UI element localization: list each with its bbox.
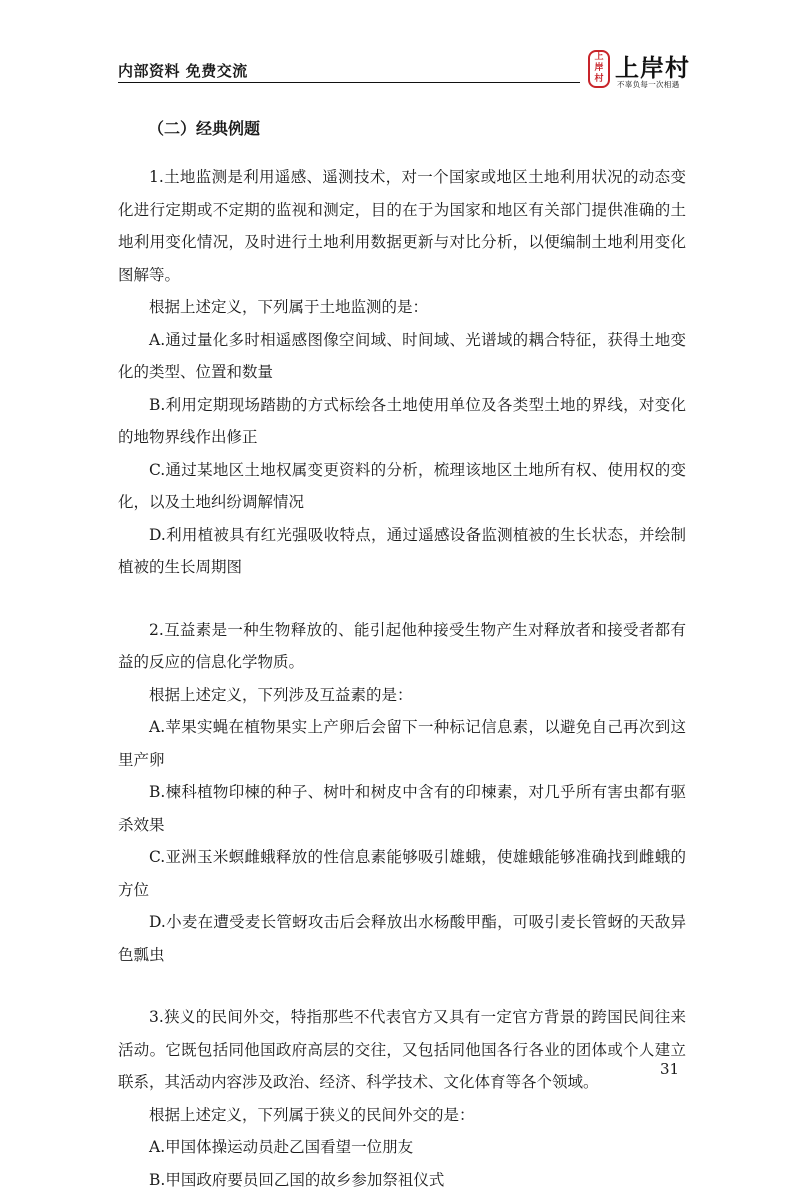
option-c: C.亚洲玉米螟雌蛾释放的性信息素能够吸引雄蛾，使雄蛾能够准确找到雌蛾的方位: [118, 841, 686, 906]
logo-slogan: 不辜负每一次相遇: [617, 79, 679, 90]
option-b: B.楝科植物印楝的种子、树叶和树皮中含有的印楝素，对几乎所有害虫都有驱杀效果: [118, 776, 686, 841]
question-stem: 2.互益素是一种生物释放的、能引起他种接受生物产生对释放者和接受者都有益的反应的信息化学物质。: [118, 614, 686, 679]
header-label: 内部资料 免费交流: [118, 60, 248, 81]
questions-body: [118, 161, 686, 1196]
option-b: B.利用定期现场踏勘的方式标绘各土地使用单位及各类型土地的界线，对变化的地物界线作出修正: [118, 389, 686, 454]
question-stem: 1.土地监测是利用遥感、遥测技术，对一个国家或地区土地利用状况的动态变化进行定期或不定期的监视和测定，目的在于为国家和地区有关部门提供准确的土地利用变化情况，及时进行土地利用数据更新与对比分析，以便编制土地利用变化图解等。: [118, 161, 686, 291]
option-a: A.苹果实蝇在植物果实上产卵后会留下一种标记信息素，以避免自己再次到这里产卵: [118, 711, 686, 776]
page-number: 31: [660, 1060, 679, 1078]
question-prompt: 根据上述定义，下列属于土地监测的是：: [118, 291, 686, 324]
question-3: [118, 1001, 686, 1196]
option-d: D.小麦在遭受麦长管蚜攻击后会释放出水杨酸甲酯，可吸引麦长管蚜的天敌异色瓢虫: [118, 906, 686, 971]
brand-logo: [588, 48, 706, 96]
option-b: B.甲国政府要员回乙国的故乡参加祭祖仪式: [118, 1164, 686, 1196]
header-divider: [118, 82, 580, 83]
question-1: [118, 161, 686, 584]
section-title: （二）经典例题: [148, 116, 260, 139]
question-prompt: 根据上述定义，下列涉及互益素的是：: [118, 679, 686, 712]
question-prompt: 根据上述定义，下列属于狭义的民间外交的是：: [118, 1099, 686, 1132]
option-c: C.通过某地区土地权属变更资料的分析，梳理该地区土地所有权、使用权的变化，以及土地纠纷调解情况: [118, 454, 686, 519]
option-d: D.利用植被具有红光强吸收特点，通过遥感设备监测植被的生长状态，并绘制植被的生长周期图: [118, 519, 686, 584]
option-a: A.通过量化多时相遥感图像空间域、时间域、光谱域的耦合特征，获得土地变化的类型、位置和数量: [118, 324, 686, 389]
logo-brand-name: 上岸村: [615, 48, 690, 83]
logo-seal-icon: 上 岸 村: [588, 50, 610, 88]
question-2: [118, 614, 686, 972]
question-stem: 3.狭义的民间外交，特指那些不代表官方又具有一定官方背景的跨国民间往来活动。它既包括同他国政府高层的交往，又包括同他国各行各业的团体或个人建立联系，其活动内容涉及政治、经济、科学技术、文化体育等各个领域。: [118, 1001, 686, 1099]
option-a: A.甲国体操运动员赴乙国看望一位朋友: [118, 1131, 686, 1164]
